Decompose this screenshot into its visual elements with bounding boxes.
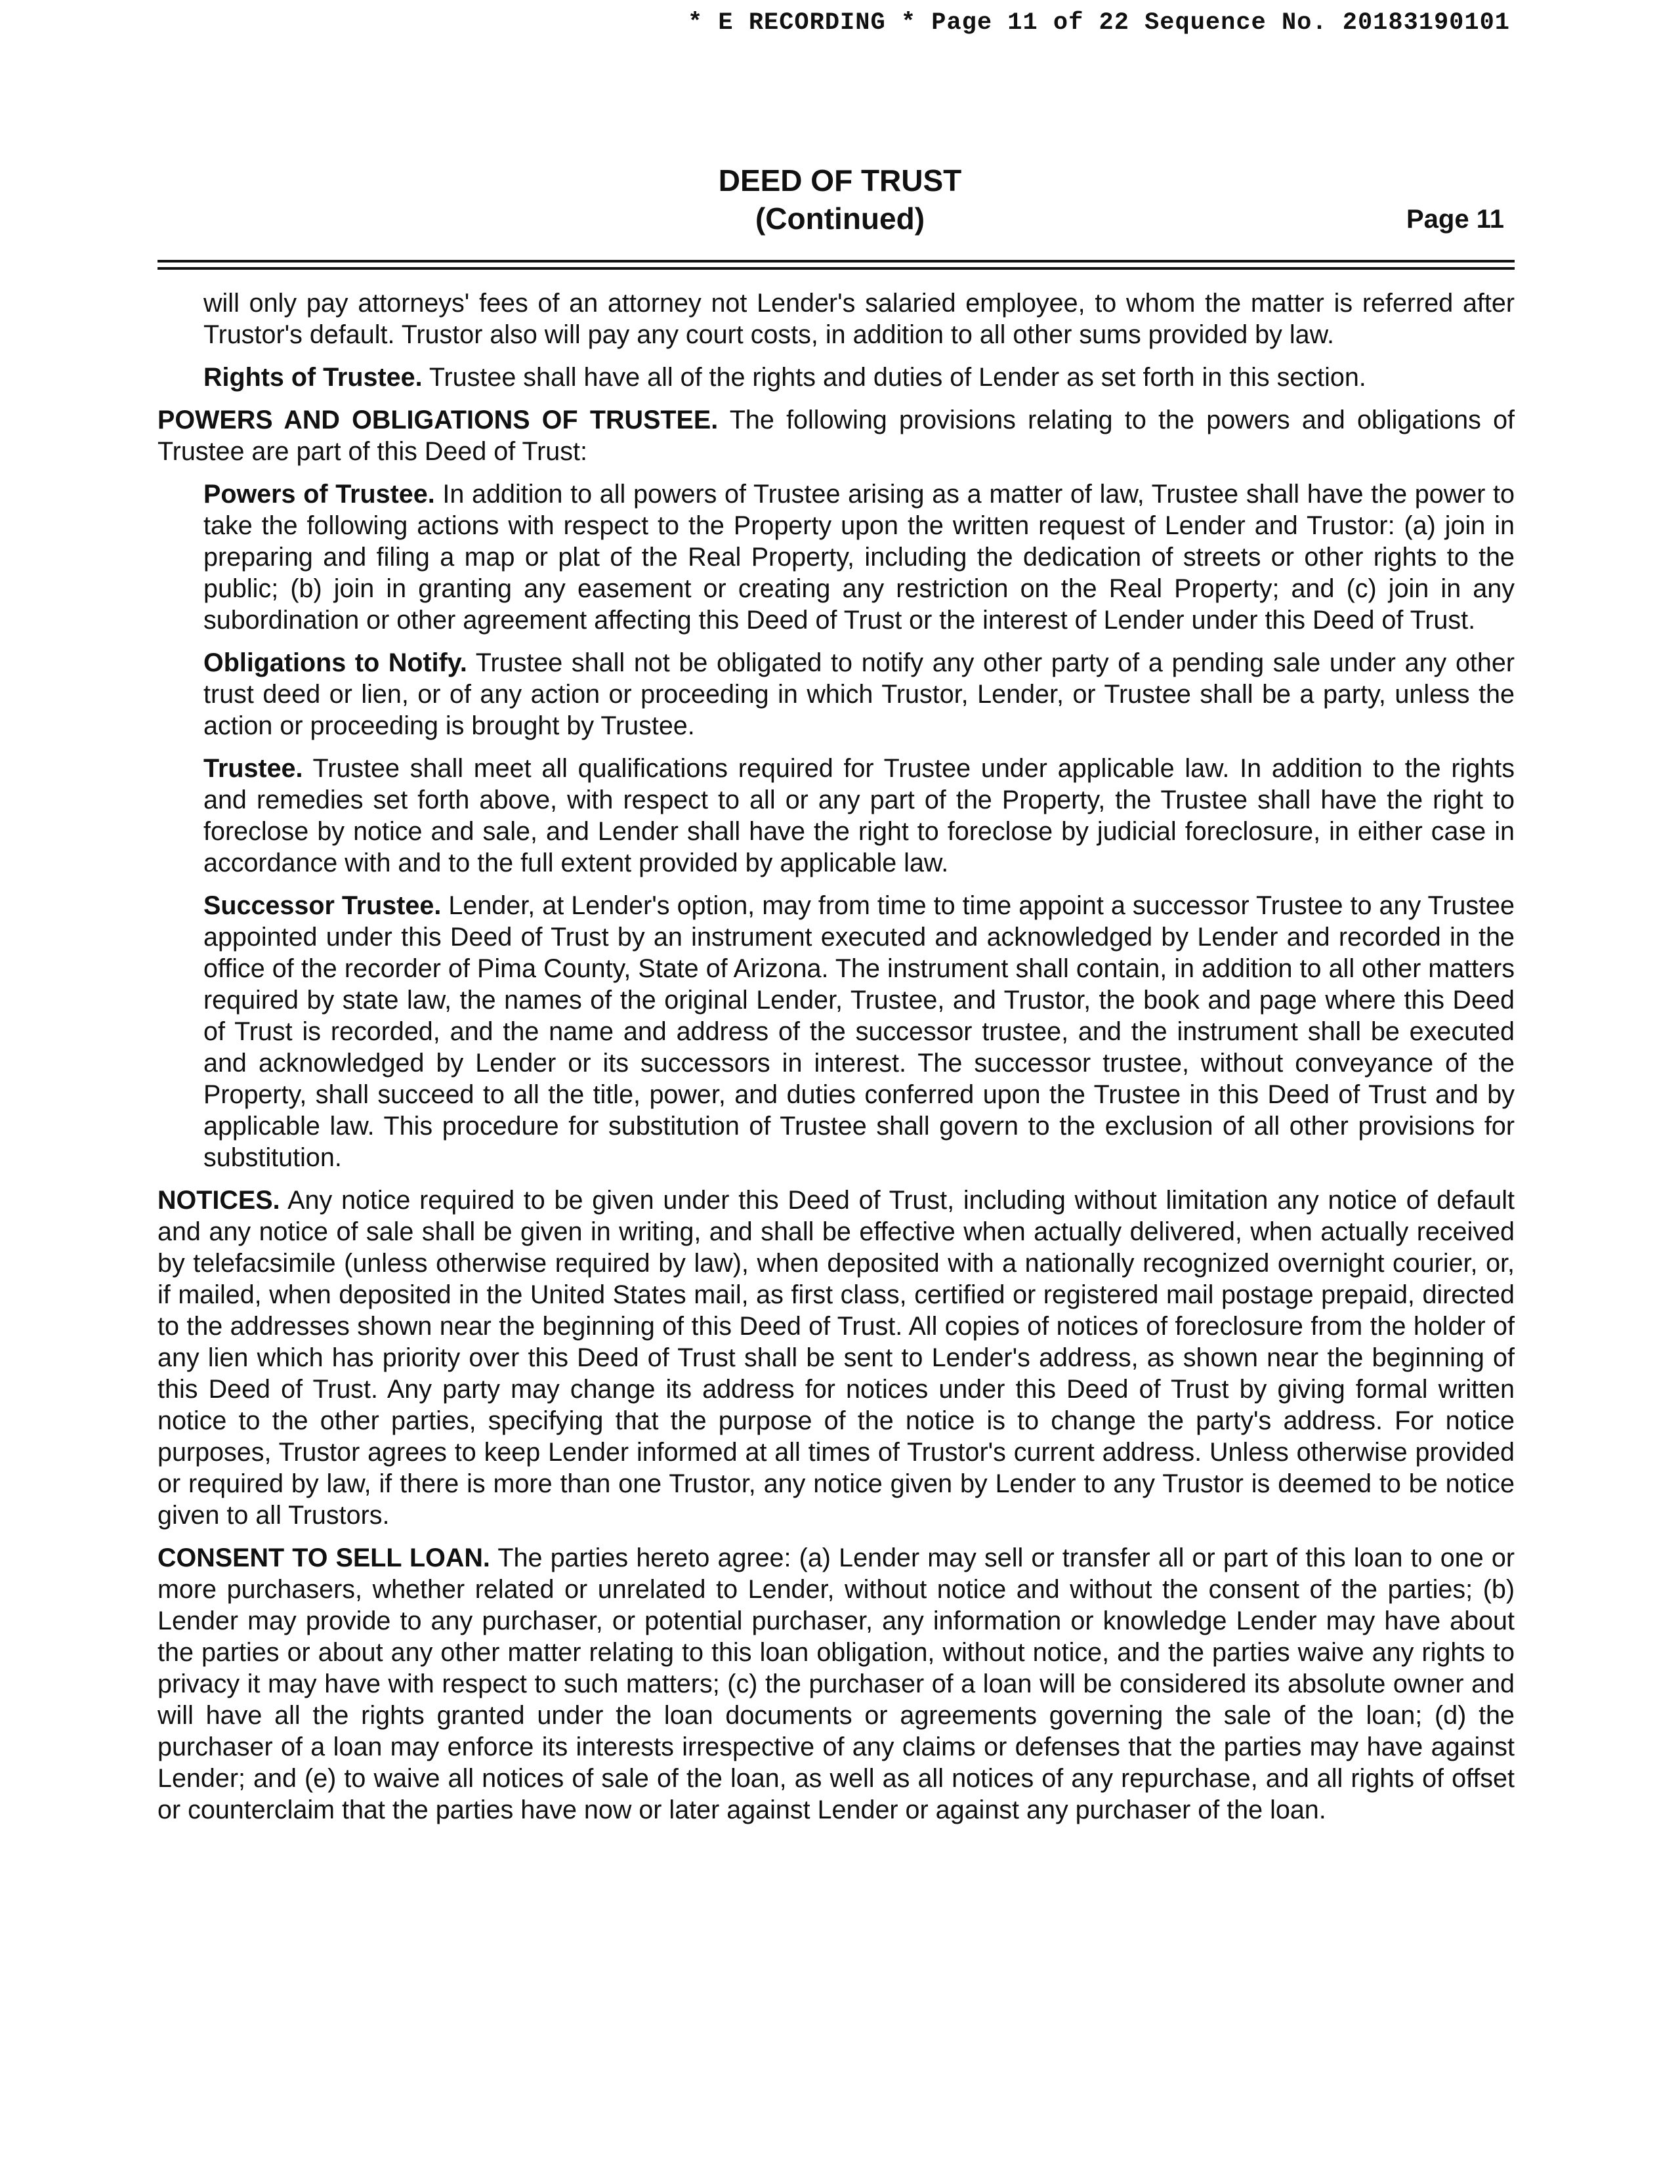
- page-number: Page 11: [1406, 205, 1505, 234]
- paragraph-powers-and-obligations: [158, 404, 1515, 467]
- section-heading: NOTICES.: [158, 1186, 280, 1215]
- paragraph-obligations-to-notify: [158, 647, 1515, 742]
- paragraph-heading: Successor Trustee.: [203, 891, 442, 920]
- header-rule-top: [158, 260, 1515, 262]
- paragraph-text: The parties hereto agree: (a) Lender may sell or transfer all or part of this loan to one or more purchasers, whether related or unrelated to Lender, without notice and without the consent of the parties; (b) Lender may provide to any purchaser, or potential purchaser, any information or knowledge Lender may have about the parties or about any other matter relating to this loan obligation, without notice, and the parties waive any rights to privacy it may have with respect to such matters; (c) the purchaser of a loan will be considered its absolute owner and will have all the rights granted under the loan documents or agreements governing the sale of the loan; (d) the purchaser of a loan may enforce its interests irrespective of any claims or defenses that the parties may have against Lender; and (e) to waive all notices of sale of the loan, as well as all notices of any repurchase, and all rights of offset or counterclaim that the parties have now or later against Lender or against any purchaser of the loan.: [158, 1544, 1515, 1824]
- paragraph-rights-of-trustee: [158, 362, 1515, 393]
- paragraph-heading: Trustee.: [203, 754, 303, 783]
- recording-header: * E RECORDING * Page 11 of 22 Sequence No. 20183190101: [688, 9, 1510, 37]
- header-rule-bottom: [158, 267, 1515, 270]
- paragraph-text: Trustee shall have all of the rights and duties of Lender as set forth in this section.: [429, 363, 1366, 392]
- paragraph-attorney-fees-continued: [158, 287, 1515, 350]
- document-subtitle: (Continued): [755, 201, 925, 236]
- paragraph-successor-trustee: [158, 890, 1515, 1173]
- paragraph-heading: Obligations to Notify.: [203, 648, 467, 677]
- paragraph-text: Trustee shall not be obligated to notify any other party of a pending sale under any other trust deed or lien, or of any action or proceeding in which Trustor, Lender, or Trustee shall be a party, unless the action or proceeding is brought by Trustee.: [203, 648, 1515, 740]
- section-heading: POWERS AND OBLIGATIONS OF TRUSTEE.: [158, 406, 719, 434]
- paragraph-heading: Rights of Trustee.: [203, 363, 423, 392]
- paragraph-text: In addition to all powers of Trustee arising as a matter of law, Trustee shall have the power to take the following actions with respect to the Property upon the written request of Lender and Trustor: (a) join in preparing and filing a map or plat of the Real Property, including the dedication of streets or other rights to the public; (b) join in granting any easement or creating any restriction on the Real Property; and (c) join in any subordination or other agreement affecting this Deed of Trust or the interest of Lender under this Deed of Trust.: [203, 480, 1515, 635]
- paragraph-consent-to-sell-loan: [158, 1542, 1515, 1826]
- paragraph-notices: [158, 1185, 1515, 1531]
- section-heading: CONSENT TO SELL LOAN.: [158, 1544, 490, 1572]
- paragraph-trustee: [158, 753, 1515, 879]
- paragraph-powers-of-trustee: [158, 478, 1515, 636]
- paragraph-text: will only pay attorneys' fees of an attorney not Lender's salaried employee, to whom the matter is referred after Trustor's default. Trustor also will pay any court costs, in addition to all other sums provided by law.: [203, 289, 1515, 349]
- paragraph-text: Trustee shall meet all qualifications required for Trustee under applicable law. In addition to the rights and remedies set forth above, with respect to all or any part of the Property, the Trustee shall have the right to foreclose by notice and sale, and Lender shall have the right to foreclose by judicial foreclosure, in either case in accordance with and to the full extent provided by applicable law.: [203, 754, 1515, 877]
- paragraph-text: Any notice required to be given under this Deed of Trust, including without limitation any notice of default and any notice of sale shall be given in writing, and shall be effective when actually delivered, when actually received by telefacsimile (unless otherwise required by law), when deposited with a nationally recognized overnight courier, or, if mailed, when deposited in the United States mail, as first class, certified or registered mail postage prepaid, directed to the addresses shown near the beginning of this Deed of Trust. All copies of notices of foreclosure from the holder of any lien which has priority over this Deed of Trust shall be sent to Lender's address, as shown near the beginning of this Deed of Trust. Any party may change its address for notices under this Deed of Trust by giving formal written notice to the other parties, specifying that the purpose of the notice is to change the party's address. For notice purposes, Trustor agrees to keep Lender informed at all times of Trustor's current address. Unless otherwise provided or required by law, if there is more than one Trustor, any notice given by Lender to any Trustor is deemed to be notice given to all Trustors.: [158, 1186, 1515, 1530]
- paragraph-text: Lender, at Lender's option, may from time to time appoint a successor Trustee to any Trustee appointed under this Deed of Trust by an instrument executed and acknowledged by Lender and recorded in the office of the recorder of Pima County, State of Arizona. The instrument shall contain, in addition to all other matters required by state law, the names of the original Lender, Trustee, and Trustor, the book and page where this Deed of Trust is recorded, and the name and address of the successor trustee, and the instrument shall be executed and acknowledged by Lender or its successors in interest. The successor trustee, without conveyance of the Property, shall succeed to all the title, power, and duties conferred upon the Trustee in this Deed of Trust and by applicable law. This procedure for substitution of Trustee shall govern to the exclusion of all other provisions for substitution.: [203, 891, 1515, 1172]
- paragraph-heading: Powers of Trustee.: [203, 480, 435, 509]
- paragraph-text: The following provisions relating to the powers and obligations of Trustee are part of this Deed of Trust:: [158, 406, 1515, 466]
- document-title: DEED OF TRUST: [718, 163, 962, 198]
- document-body: [158, 287, 1515, 1837]
